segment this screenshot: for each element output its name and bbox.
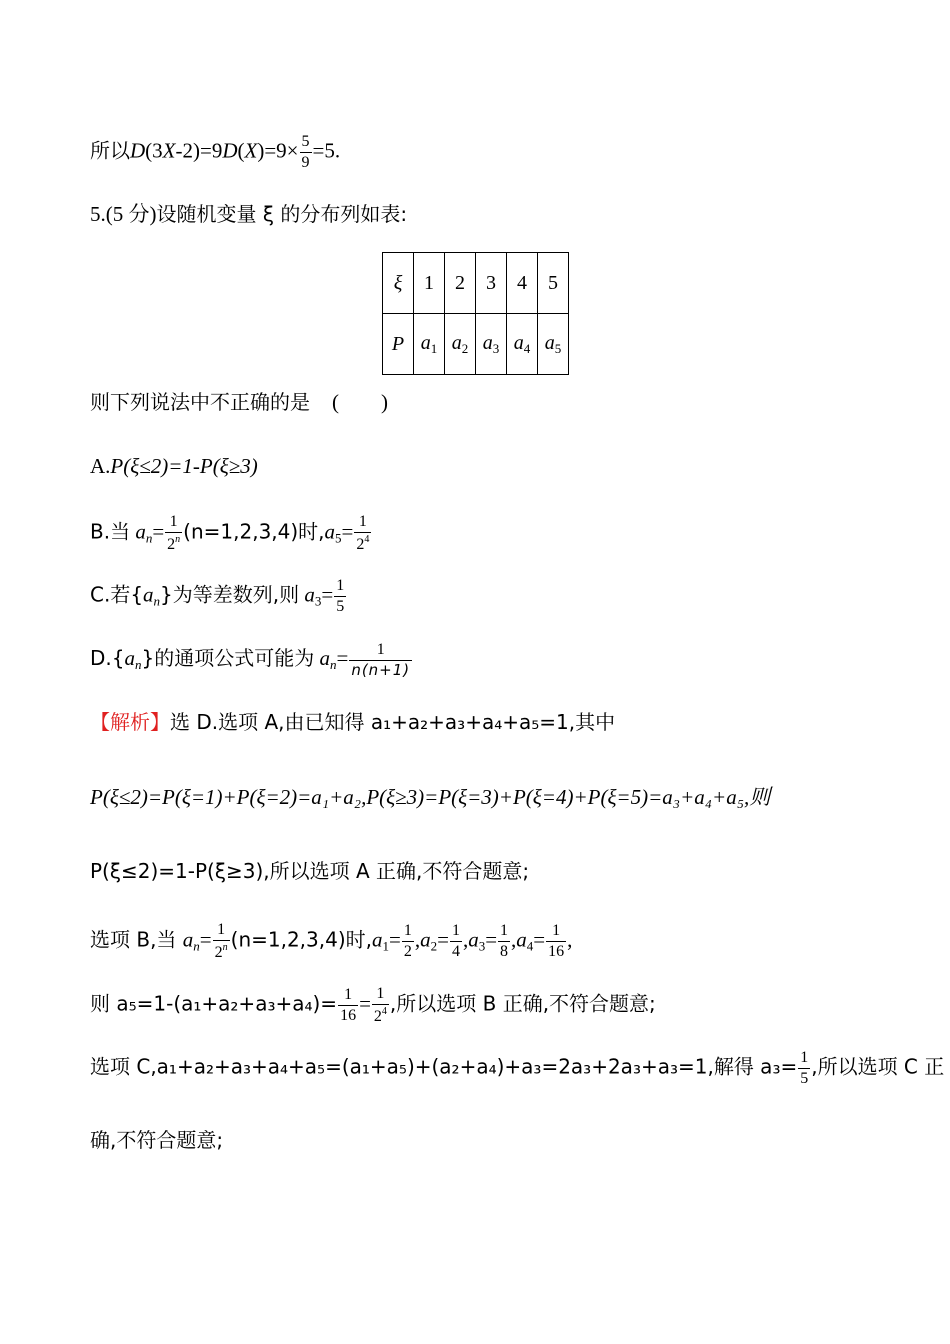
table-row: [383, 253, 569, 314]
table-cell: $a_5$: [538, 314, 569, 375]
table-cell: $a_2$: [445, 314, 476, 375]
option-a: A.P(ξ≤2)=1-P(ξ≥3): [90, 454, 258, 478]
table-cell: 5: [538, 253, 569, 314]
table-row: [383, 314, 569, 375]
variance-result-line: 所以D(3X-2)=9D(X)=9× $\frac{5}{9}$ =5.: [90, 133, 341, 171]
fraction-1-4: $\frac{1}{4}$: [451, 922, 460, 960]
question-title: 5.(5 分)设随机变量 ξ 的分布列如表:: [90, 202, 408, 226]
table-cell: 4: [507, 253, 538, 314]
solution-line-6: 选项 C,a₁+a₂+a₃+a₄+a₅=(a₁+a₅)+(a₂+a₄)+a₃=2a₃+2a₃+a₃=1,解得 a₃= $\frac{1}{5}$ ,所以选项 C 正: [90, 1049, 945, 1087]
fraction-1-8: $\frac{1}{8}$: [500, 922, 509, 960]
fraction-1-over-n-n-plus-1: $\frac{1}{n(n+1)}$: [351, 641, 411, 679]
solution-tag: 【解析】: [90, 710, 170, 734]
table-cell: $a_3$: [476, 314, 507, 375]
table-cell: P: [383, 314, 414, 375]
solution-line-4: 选项 B,当 $a_n=$ $\frac{1}{2^n}$ (n=1,2,3,4)时$,a_1=$ $\frac{1}{2}$ $,a_2=$ $\frac{1}{4}$ $,a_3=$ $\frac{1}{8}$ $,a_4=$ $\frac{1}{16}$ ,: [90, 921, 573, 961]
solution-line-5: 则 a₅=1-(a₁+a₂+a₃+a₄)= $\frac{1}{16}$ = $\frac{1}{2^4}$ ,所以选项 B 正确,不符合题意;: [90, 985, 656, 1025]
table-cell: $a_4$: [507, 314, 538, 375]
fraction-1-over-2-4: $\frac{1}{2^4}$: [356, 513, 370, 553]
fraction-1-over-2n: $\frac{1}{2^n}$: [167, 513, 181, 553]
table-cell: ξ: [383, 253, 414, 314]
table-cell: 1: [414, 253, 445, 314]
option-c: C.若$\{a_n\}$为等差数列,则 $a_3=$ $\frac{1}{5}$: [90, 577, 345, 615]
table-cell: 2: [445, 253, 476, 314]
question-prompt: 则下列说法中不正确的是 ( ): [90, 390, 388, 414]
fraction-1-2: $\frac{1}{2}$: [403, 922, 412, 960]
fraction-1-5: $\frac{1}{5}$: [336, 577, 345, 615]
fraction-1-over-2-4: $\frac{1}{2^4}$: [373, 985, 387, 1025]
fraction-5-9: $\frac{5}{9}$: [301, 133, 310, 171]
solution-line-3: P(ξ≤2)=1-P(ξ≥3),所以选项 A 正确,不符合题意;: [90, 859, 530, 883]
solution-line-1: 【解析】选 D.选项 A,由已知得 a₁+a₂+a₃+a₄+a₅=1,其中: [90, 710, 616, 734]
table-cell: $a_1$: [414, 314, 445, 375]
solution-line-2: P(ξ≤2)=P(ξ=1)+P(ξ=2)=a₁+a₂,P(ξ≥3)=P(ξ=3)+P(ξ=4)+P(ξ=5)=a₃+a₄+a₅,则: [90, 785, 771, 809]
fraction-1-16: $\frac{1}{16}$: [548, 922, 565, 960]
fraction-1-5: $\frac{1}{5}$: [800, 1049, 809, 1087]
table-cell: 3: [476, 253, 507, 314]
option-b: B.当 $a_n=$ $\frac{1}{2^n}$ (n=1,2,3,4)时$,a_5=$ $\frac{1}{2^4}$: [90, 513, 370, 553]
fraction-1-16: $\frac{1}{16}$: [340, 986, 357, 1024]
option-d: $D.\{a_n\}$的通项公式可能为 $a_n=$ $\frac{1}{n(n+1)}$: [90, 641, 411, 679]
solution-line-7: 确,不符合题意;: [90, 1128, 224, 1152]
distribution-table: [382, 252, 569, 375]
fraction-1-over-2n: $\frac{1}{2^n}$: [214, 921, 228, 961]
